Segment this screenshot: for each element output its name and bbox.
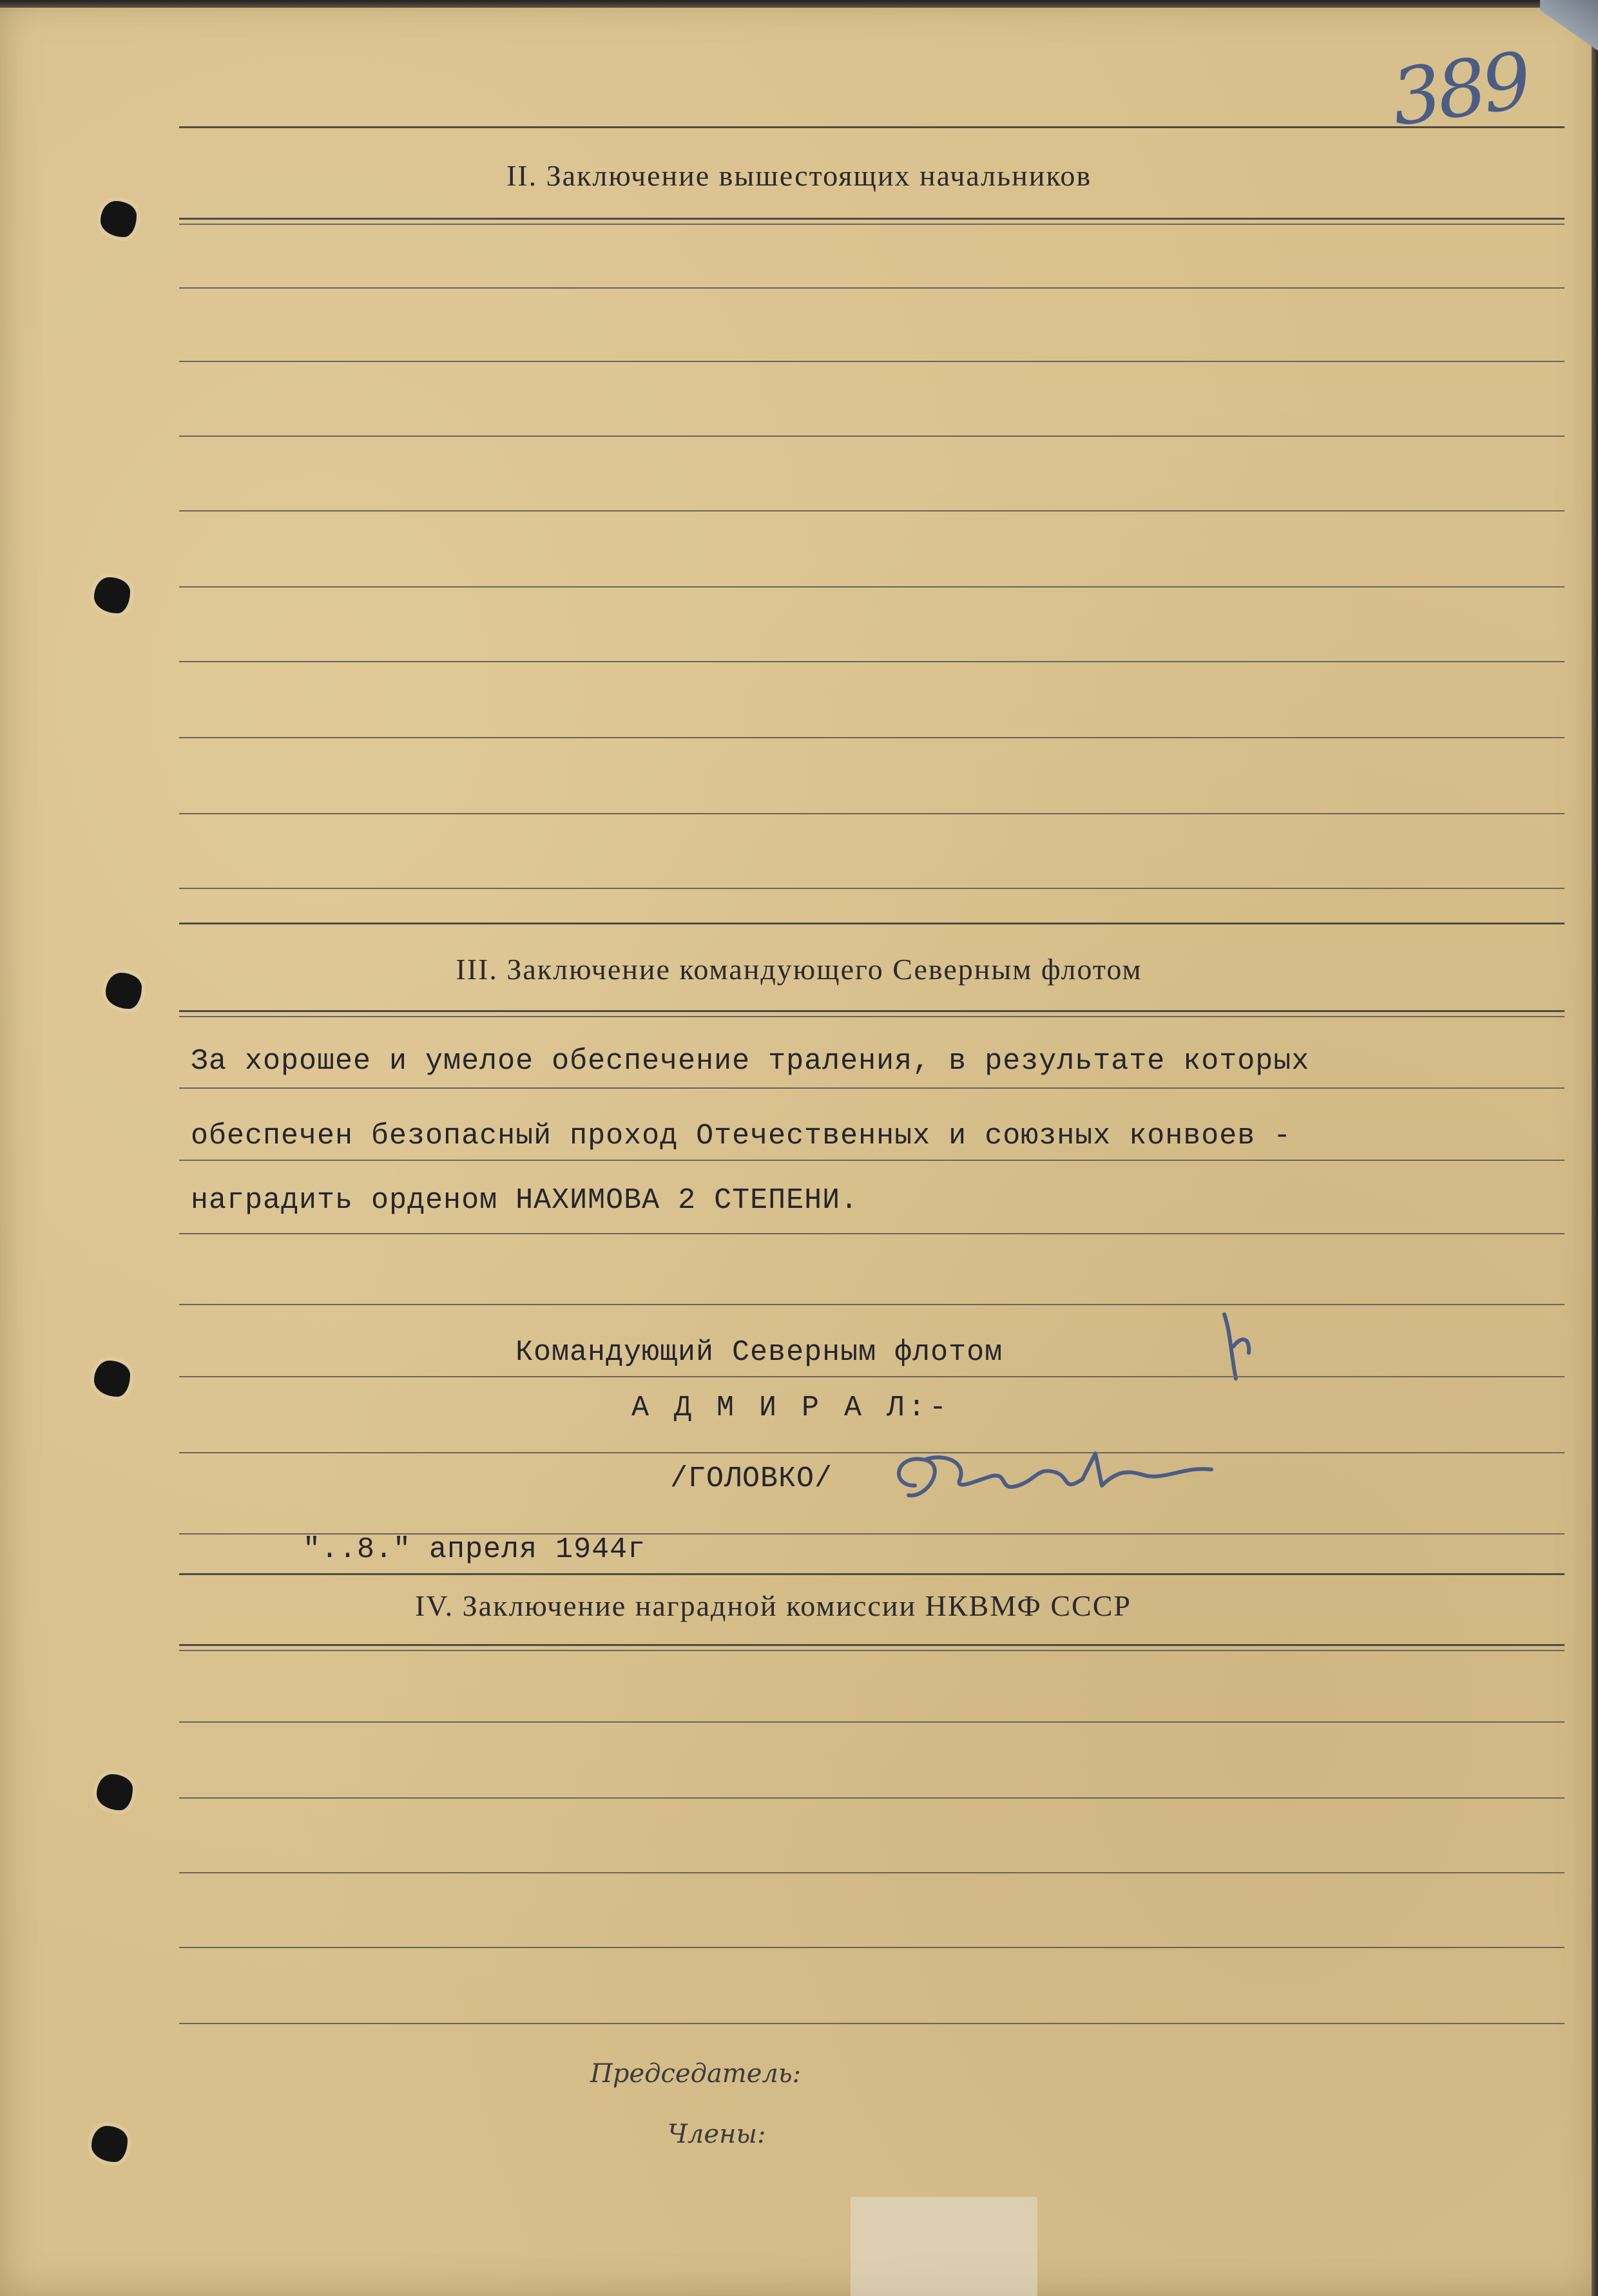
blank-line	[179, 2023, 1564, 2024]
blank-line	[179, 287, 1564, 289]
section3-heading: III. Заключение командующего Северным флотом	[456, 953, 1142, 986]
blank-line	[179, 888, 1564, 889]
commander-title: Командующий Северным флотом	[515, 1336, 1003, 1369]
blank-line	[179, 1872, 1564, 1873]
section-rule	[179, 1573, 1564, 1575]
conclusion-line-2: обеспечен безопасный проход Отечественных и союзных конвоев -	[191, 1120, 1292, 1153]
binding-hole	[94, 1361, 130, 1397]
section-rule	[179, 1010, 1564, 1012]
binding-hole	[94, 577, 130, 613]
text-line	[179, 1452, 1564, 1453]
scan-edge-top	[0, 0, 1598, 8]
blank-line	[179, 586, 1564, 588]
blank-line	[179, 813, 1564, 814]
folio-number: 389	[1386, 35, 1534, 144]
blank-line	[179, 1797, 1564, 1799]
blank-line	[179, 510, 1564, 512]
commander-signature	[889, 1440, 1224, 1511]
initial-mark	[1211, 1308, 1263, 1385]
text-line	[179, 1376, 1564, 1377]
blank-line	[179, 737, 1564, 738]
blank-line	[179, 1721, 1564, 1723]
chairman-label: Председатель:	[590, 2059, 802, 2089]
members-label: Члены:	[668, 2119, 766, 2149]
text-line	[179, 1233, 1564, 1234]
text-line	[179, 1160, 1564, 1161]
section4-heading: IV. Заключение наградной комиссии НКВМФ СССР	[415, 1589, 1131, 1622]
binding-hole	[101, 201, 137, 237]
section-rule	[179, 126, 1564, 128]
text-line	[179, 1304, 1564, 1305]
text-line	[179, 1087, 1564, 1089]
blank-line	[179, 361, 1564, 362]
blank-line	[179, 661, 1564, 662]
scan-edge-right	[1592, 0, 1598, 2296]
rank: А Д М И Р А Л:-	[631, 1392, 951, 1424]
folded-corner	[1540, 0, 1598, 71]
section-rule	[179, 1644, 1564, 1646]
commander-name: /ГОЛОВКО/	[670, 1462, 833, 1495]
conclusion-line-3: наградить орденом НАХИМОВА 2 СТЕПЕНИ.	[191, 1184, 859, 1217]
binding-hole	[97, 1774, 133, 1810]
section2-heading: II. Заключение вышестоящих начальников	[506, 159, 1092, 192]
blank-line	[179, 1947, 1564, 1948]
signing-date: "..8." апреля 1944г	[303, 1533, 646, 1566]
blank-line	[179, 435, 1564, 437]
section-rule	[179, 218, 1564, 220]
binding-hole	[91, 2126, 128, 2162]
paper-stain	[851, 2197, 1037, 2296]
conclusion-line-1: За хорошее и умелое обеспечение траления, в результате которых	[191, 1045, 1310, 1078]
section-rule	[179, 923, 1564, 924]
